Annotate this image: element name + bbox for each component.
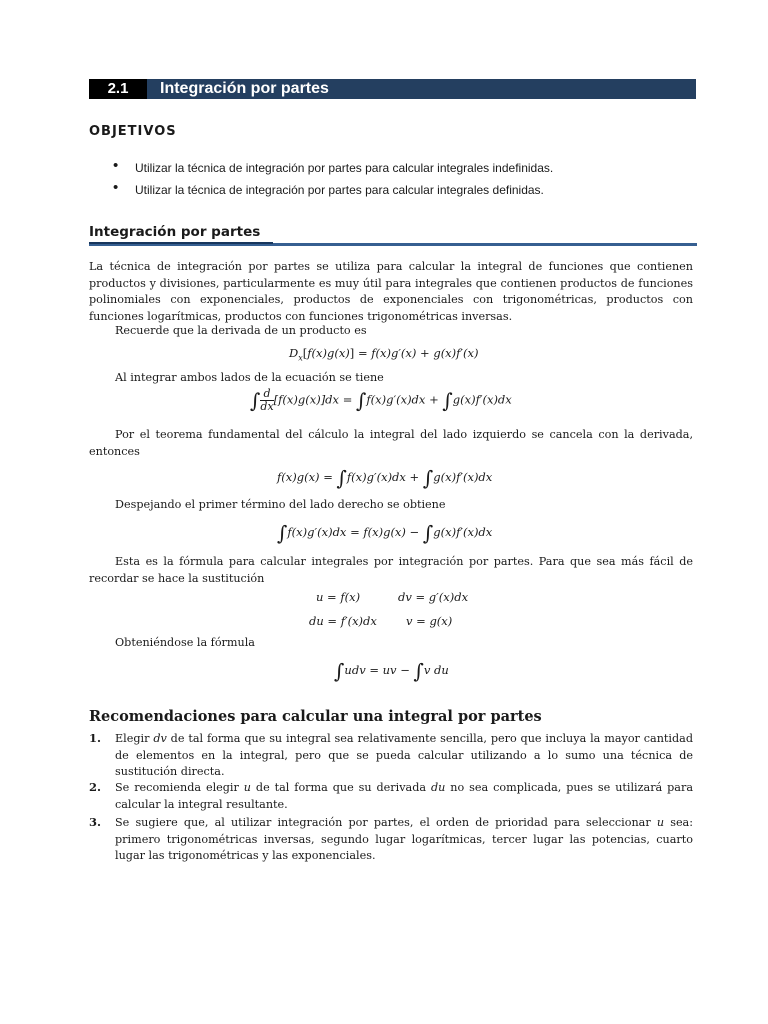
eq2-rhs1: f(x)g′(x)dx <box>366 392 426 407</box>
intro-paragraph: La técnica de integración por partes se utiliza para calcular la integral de funciones que contienen productos y divisiones, particularmente es muy útil para integrales que contienen productos de funciones polinomiales con exponenciales, productos de exponenciales con trigonométricas, productos con funciones logarítmicas, productos con funciones trigonométricas inversas. <box>89 260 693 323</box>
clear-text: Despejando el primer término del lado derecho se obtiene <box>115 498 446 511</box>
eq1-sub: x <box>298 353 303 363</box>
integral-sign-icon: ∫ <box>413 659 424 683</box>
integral-sign-icon: ∫ <box>250 388 261 413</box>
fraction-numerator: d <box>260 388 273 401</box>
fraction-denominator: dx <box>260 400 274 413</box>
eq4-t1: f(x)g′(x)dx = f(x)g(x) − <box>287 525 420 539</box>
substitution-u: u = f(x) <box>316 590 361 604</box>
integral-sign-icon: ∫ <box>355 388 367 413</box>
integral-sign-icon: ∫ <box>334 659 345 683</box>
objective-item-1: Utilizar la técnica de integración por partes para calcular integrales indefinidas. <box>135 161 554 175</box>
theorem-paragraph: Por el teorema fundamental del cálculo la integral del lado izquierdo se cancela con la derivada, entonces <box>89 428 693 458</box>
equation-parts-formula <box>334 659 449 683</box>
objectives-heading: OBJETIVOS <box>89 124 177 139</box>
derivative-fraction <box>260 388 273 413</box>
eq2-plus: + <box>429 392 439 407</box>
substitution-v: v = g(x) <box>406 614 453 628</box>
bullet-icon: • <box>113 179 119 196</box>
recommendation-number: 3. <box>89 815 102 829</box>
recommendation-number: 2. <box>89 780 102 794</box>
equation-isolated <box>277 521 492 545</box>
recommendation-item-3: Se sugiere que, al utilizar integración por partes, el orden de prioridad para seleccionar u sea: primero trigonométricas inversas, segundo lugar logarítmicas, tercer lugar las potencias, cuarto lugar las trigonométricas y las exponenciales. <box>115 816 694 862</box>
eq1-rhs: = f(x)g′(x) + g(x)f′(x) <box>357 346 479 360</box>
eq1-arg: f(x)g(x) <box>307 346 350 360</box>
eq4-t2: g(x)f′(x)dx <box>433 525 493 539</box>
bullet-icon: • <box>113 157 119 174</box>
eq1-lhs: D <box>289 346 299 360</box>
section-number: 2.1 <box>107 80 129 97</box>
eq3-t1: f(x)g′(x)dx + <box>346 470 420 484</box>
recommendation-item-2: Se recomienda elegir u de tal forma que su derivada du no sea complicada, pues se utilizará para calcular la integral resultante. <box>115 781 693 811</box>
equation-product-rule: $D_x[f(x)g(x)] = f(x)g'(x) + g(x)f'(x)$ <box>289 346 479 363</box>
integral-sign-icon: ∫ <box>336 466 347 490</box>
eq5-t1: udv = uv − <box>344 663 410 677</box>
integral-sign-icon: ∫ <box>422 521 434 545</box>
eq3-t2: g(x)f′(x)dx <box>433 470 493 484</box>
equation-cancelled <box>277 466 492 490</box>
objective-item-2: Utilizar la técnica de integración por partes para calcular integrales definidas. <box>135 183 544 197</box>
subsection-title: Integración por partes <box>89 224 261 240</box>
recommendations-title: Recomendaciones para calcular una integral por partes <box>89 708 542 725</box>
equation-integrated <box>250 388 512 413</box>
formula-intro-paragraph: Esta es la fórmula para calcular integrales por integración por partes. Para que sea más fácil de recordar se hace la sustitución <box>89 555 693 585</box>
eq5-t2: v du <box>423 663 449 677</box>
substitution-du: du = f′(x)dx <box>309 614 377 628</box>
integrate-text: Al integrar ambos lados de la ecuación se tiene <box>115 371 384 384</box>
subsection-underline-accent <box>89 242 273 244</box>
obtaining-text: Obteniéndose la fórmula <box>115 636 255 649</box>
eq2-rhs2: g(x)f′(x)dx <box>452 392 512 407</box>
substitution-dv: dv = g′(x)dx <box>398 590 469 604</box>
section-title: Integración por partes <box>160 80 329 97</box>
recommendation-item-1: Elegir dv de tal forma que su integral sea relativamente sencilla, pero que incluya la mayor cantidad de elementos en la integral, pero que se pueda calcular utilizando a lo sumo una técnica de sustitución directa. <box>115 732 693 778</box>
integral-sign-icon: ∫ <box>442 388 453 413</box>
integral-sign-icon: ∫ <box>422 466 434 490</box>
eq2-equals: = <box>342 392 353 407</box>
recall-text: Recuerde que la derivada de un producto es <box>115 324 367 337</box>
recommendation-number: 1. <box>89 731 102 745</box>
eq2-bracket: [f(x)g(x)]dx <box>273 392 340 407</box>
integral-sign-icon: ∫ <box>277 521 288 545</box>
eq3-lhs: f(x)g(x) = <box>277 470 333 484</box>
